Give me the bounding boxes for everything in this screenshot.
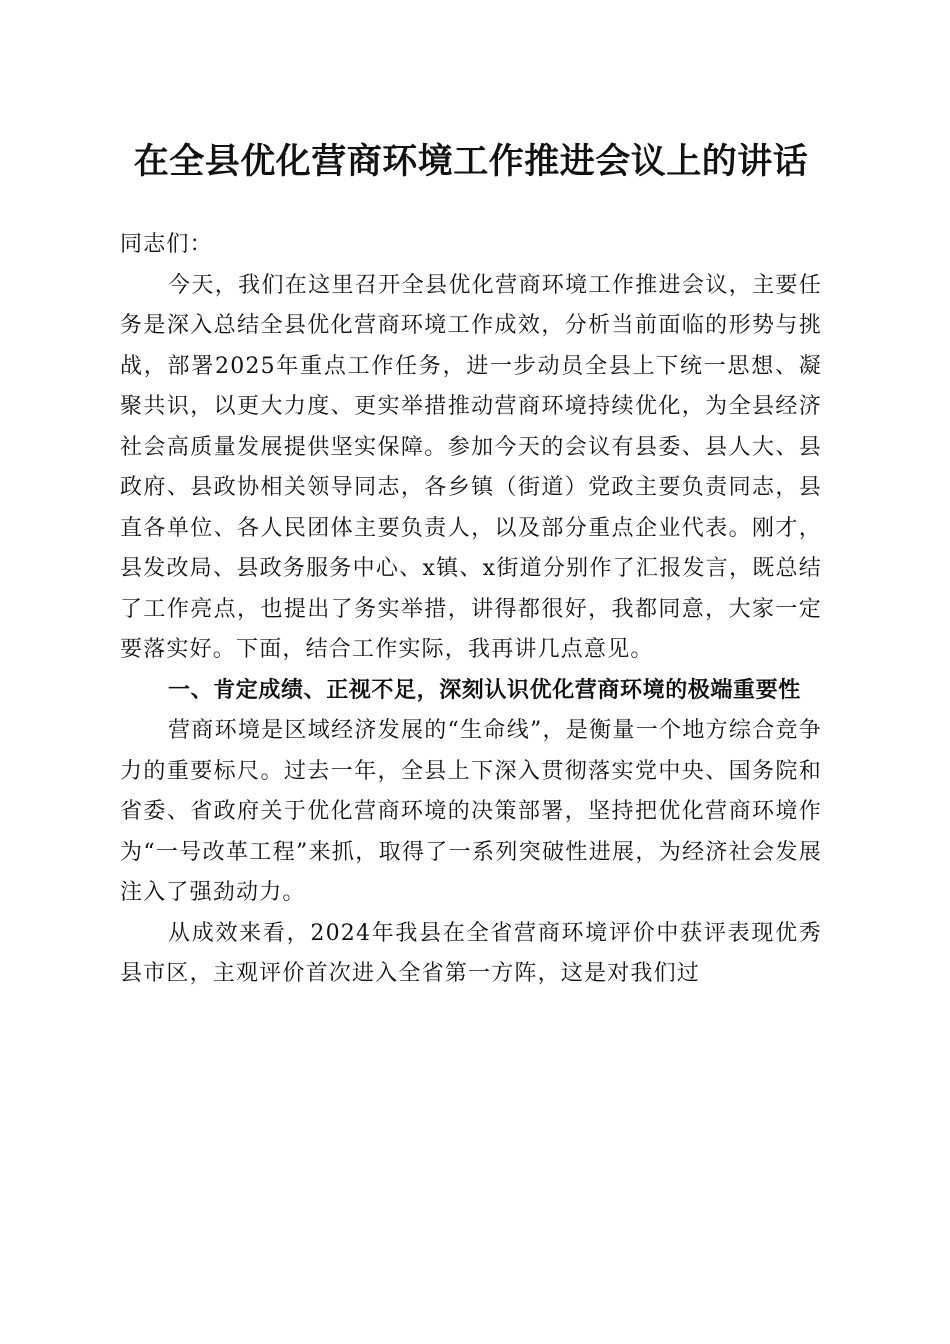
paragraph-achievements: 从成效来看，2024年我县在全省营商环境评价中获评表现优秀县市区，主观评价首次进入全省第一方阵，这是对我们过	[120, 920, 822, 986]
document-title: 在全县优化营商环境工作推进会议上的讲话	[133, 141, 809, 182]
salutation: 同志们：	[120, 232, 213, 257]
paragraph-business-environment: 营商环境是区域经济发展的“生命线”，是衡量一个地方综合竞争力的重要标尺。过去一年，全县上下深入贯彻落实党中央、国务院和省委、省政府关于优化营商环境的决策部署，坚持把优化营商环境作为“一号改革工程”来抓，取得了一系列突破性进展，为经济社会发展注入了强劲动力。	[120, 718, 822, 905]
section-heading-1: 一、肯定成绩、正视不足，深刻认识优化营商环境的极端重要性	[168, 677, 801, 703]
paragraph-opening: 今天，我们在这里召开全县优化营商环境工作推进会议，主要任务是深入总结全县优化营商环境工作成效，分析当前面临的形势与挑战，部署2025年重点工作任务，进一步动员全县上下统一思想、凝聚共识，以更大力度、更实举措推动营商环境持续优化，为全县经济社会高质量发展提供坚实保障。参加今天的会议有县委、县人大、县政府、县政协相关领导同志，各乡镇（街道）党政主要负责同志，县直各单位、各人民团体主要负责人，以及部分重点企业代表。刚才，县发改局、县政务服务中心、x镇、x街道分别作了汇报发言，既总结了工作亮点，也提出了务实举措，讲得都很好，我都同意，大家一定要落实好。下面，结合工作实际，我再讲几点意见。	[120, 272, 822, 662]
document-body	[120, 225, 822, 995]
